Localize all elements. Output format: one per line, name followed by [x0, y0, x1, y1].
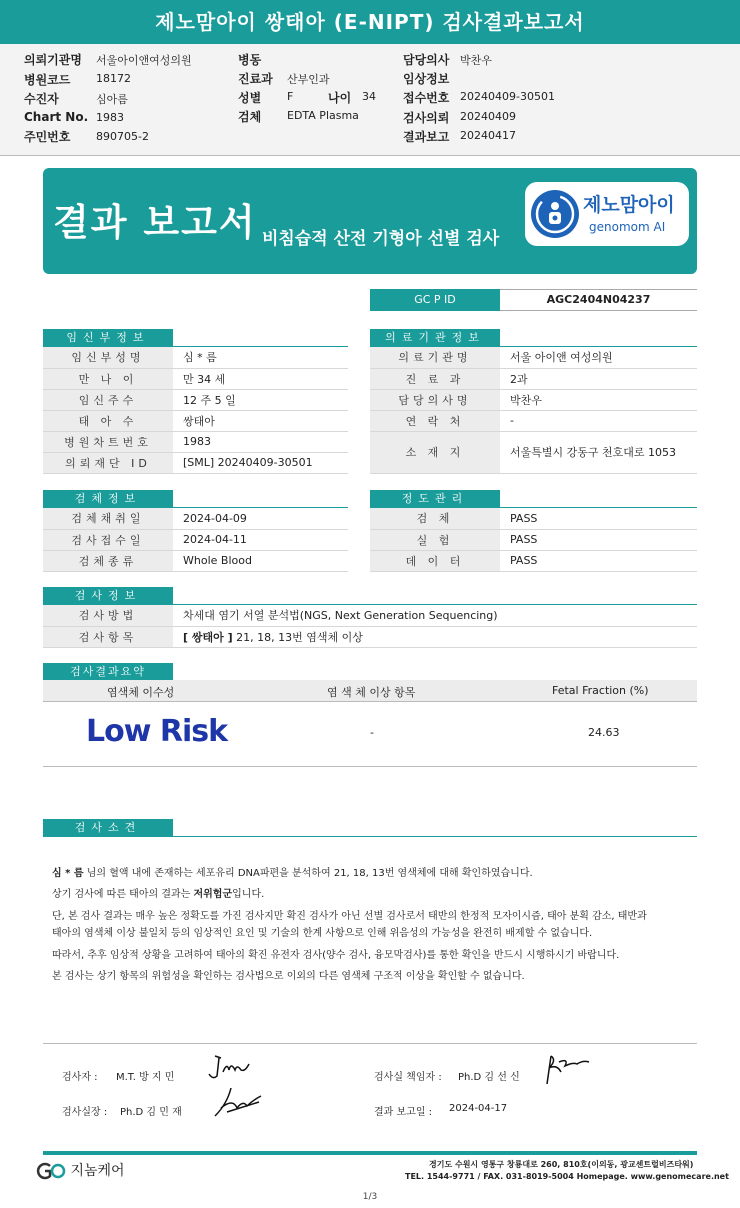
divider: [43, 1043, 697, 1044]
genomecare-mark-icon: [36, 1162, 66, 1180]
risk-group: 저위험군: [193, 889, 233, 900]
row-value: 서울 아이앤 여성의원: [500, 347, 697, 368]
comments-section: 검사소견: [43, 819, 173, 837]
test-item-text: 21, 18, 13번 염색체 이상: [232, 630, 363, 644]
patient-name-masked: 심 * 름: [52, 868, 84, 879]
lab-head-value: Ph.D 김 선 신: [458, 1072, 520, 1083]
table-row: [43, 347, 348, 368]
patient-value: 심아름: [96, 93, 128, 106]
result-banner: [43, 168, 697, 274]
lab-head-signature: [535, 1050, 593, 1090]
test-item-type: [ 쌍태아 ]: [183, 630, 233, 644]
table-row: [43, 508, 348, 529]
table-row: [43, 431, 348, 452]
hospital-label: 의뢰기관명: [24, 53, 82, 67]
table-row: [370, 347, 697, 368]
table-row: [370, 550, 697, 571]
lab-head-label: 검사실 책임자 :: [374, 1072, 442, 1083]
row-label: 병원차트번호: [43, 431, 173, 452]
dept-value: 산부인과: [287, 73, 330, 86]
test-method-value: 차세대 염기 서열 분석법(NGS, Next Generation Sequencing): [173, 605, 697, 626]
logo-text-ko: 제노맘아이: [583, 194, 675, 216]
institution-info-section: 의료기관정보: [370, 329, 500, 347]
row-value: 심 * 름: [173, 347, 348, 368]
director-value: Ph.D 김 민 재: [120, 1107, 182, 1118]
row-label: 데 이 터: [370, 550, 500, 571]
table-row: [370, 529, 697, 550]
row-value: 1983: [173, 431, 348, 452]
table-row: [43, 452, 348, 473]
col-fetal-fraction: Fetal Fraction (%): [552, 684, 649, 697]
clinical-label: 임상정보: [403, 72, 450, 86]
age-label: 나이: [328, 91, 352, 105]
table-row: [43, 389, 348, 410]
report-date-value: 20240417: [460, 129, 516, 142]
result-table-header: [43, 680, 697, 702]
reception-label: 접수번호: [403, 91, 450, 105]
footer-divider: [43, 1151, 697, 1155]
report-date-sig-label: 결과 보고일 :: [374, 1107, 433, 1118]
row-label: 연 락 처: [370, 410, 500, 431]
chart-label: Chart No.: [24, 110, 89, 124]
footer-address: [405, 1159, 729, 1183]
fetal-fraction-value: 24.63: [588, 726, 620, 739]
gcpid-label: GC P ID: [370, 289, 500, 311]
row-value: 서울특별시 강동구 천호대로 1053: [500, 431, 697, 473]
divider: [43, 836, 697, 837]
row-label: 임신주수: [43, 389, 173, 410]
genomom-logo: [525, 182, 689, 246]
row-value: 만 34 세: [173, 368, 348, 389]
comment-line-2: [52, 885, 264, 900]
table-row: [370, 410, 697, 431]
table-row: [43, 410, 348, 431]
qc-table: [370, 508, 697, 572]
row-value: Whole Blood: [173, 550, 348, 571]
row-label: 의뢰재단 ID: [43, 452, 173, 473]
director-signature: [207, 1082, 265, 1122]
row-value: 2과: [500, 368, 697, 389]
col-aneuploidy: 염색체 이수성: [107, 686, 175, 699]
rrn-label: 주민번호: [24, 130, 71, 144]
comment-text: 상기 검사에 따른 태아의 결과는: [52, 889, 194, 900]
banner-title: 결과 보고서: [53, 201, 257, 244]
row-label: 검체채취일: [43, 508, 173, 529]
result-summary-section: 검사결과요약: [43, 663, 173, 681]
row-value: [SML] 20240409-30501: [173, 452, 348, 473]
gcpid-value: AGC2404N04237: [500, 289, 697, 311]
test-info-section: 검사정보: [43, 587, 173, 605]
row-label: 소 재 지: [370, 431, 500, 473]
specimen-value: EDTA Plasma: [287, 109, 359, 122]
genomom-mark-icon: [531, 190, 579, 238]
pregnant-info-table: [43, 347, 348, 474]
row-label: 진 료 과: [370, 368, 500, 389]
row-value: 2024-04-09: [173, 508, 348, 529]
comment-text: 입니다.: [232, 889, 265, 900]
report-date-label: 결과보고: [403, 130, 450, 144]
tester-value: M.T. 방 지 민: [116, 1072, 175, 1083]
row-value: 12 주 5 일: [173, 389, 348, 410]
sample-info-section: 검체정보: [43, 490, 173, 508]
qc-section: 정도관리: [370, 490, 500, 508]
row-value: 쌍태아: [173, 410, 348, 431]
age-value: 34: [362, 90, 376, 103]
table-row: [43, 368, 348, 389]
row-label: 만 나 이: [43, 368, 173, 389]
row-label: 실 험: [370, 529, 500, 550]
test-item-label: 검사항목: [43, 626, 173, 647]
ward-label: 병동: [238, 53, 262, 67]
test-item-value: [173, 626, 697, 647]
comment-line-5: 따라서, 추후 임상적 상황을 고려하여 태아의 확진 유전자 검사(양수 검사, 융모막검사)를 통한 확인을 반드시 시행하시기 바랍니다.: [52, 950, 620, 961]
table-row: [43, 529, 348, 550]
doctor-value: 박찬우: [460, 54, 492, 67]
hospital-value: 서울아이앤여성의원: [96, 54, 192, 67]
hospital-code-label: 병원코드: [24, 73, 71, 87]
patient-label: 수진자: [24, 92, 59, 106]
footer-address-line-2: TEL. 1544-9771 / FAX. 031-8019-5004 Homepage. www.genomecare.net: [405, 1172, 729, 1181]
row-value: -: [500, 410, 697, 431]
request-value: 20240409: [460, 110, 516, 123]
report-date-sig-value: 2024-04-17: [449, 1103, 508, 1114]
hospital-code-value: 18172: [96, 72, 131, 85]
row-label: 의료기관명: [370, 347, 500, 368]
chart-value: 1983: [96, 111, 124, 124]
specimen-label: 검체: [238, 110, 262, 124]
sex-label: 성별: [238, 91, 262, 105]
table-row: [43, 550, 348, 571]
table-row: [370, 508, 697, 529]
footer-logo-text: 지놈케어: [70, 1163, 125, 1179]
table-row: [370, 389, 697, 410]
reception-value: 20240409-30501: [460, 90, 555, 103]
abnormal-items-value: -: [370, 726, 374, 739]
col-abnormal-items: 염 색 체 이상 항목: [327, 686, 416, 699]
row-value: PASS: [500, 529, 697, 550]
institution-info-table: [370, 347, 697, 474]
row-label: 검체종류: [43, 550, 173, 571]
rrn-value: 890705-2: [96, 130, 149, 143]
report-title: 제노맘아이 쌍태아 (E-NIPT) 검사결과보고서: [0, 0, 740, 44]
row-label: 담당의사명: [370, 389, 500, 410]
sex-value: F: [287, 90, 294, 103]
row-label: 검사접수일: [43, 529, 173, 550]
comment-text: 님의 혈액 내에 존재하는 세포유리 DNA파편을 분석하여 21, 18, 13번 염색체에 대해 확인하였습니다.: [83, 868, 533, 879]
row-label: 임신부성명: [43, 347, 173, 368]
comment-line-4: 태아의 염색체 이상 불일치 등의 임상적인 요인 및 기술의 한계 사항으로 인해 위음성의 가능성을 완전히 배제할 수 없습니다.: [52, 928, 593, 939]
request-info-panel: [0, 44, 740, 156]
row-value: PASS: [500, 508, 697, 529]
footer-address-line-1: 경기도 수원시 영통구 창룡대로 260, 810호(이의동, 광교센트럴비즈타워): [429, 1160, 694, 1169]
request-label: 검사의뢰: [403, 111, 450, 125]
row-value: 2024-04-11: [173, 529, 348, 550]
test-info-table: [43, 605, 697, 648]
row-value: 박찬우: [500, 389, 697, 410]
dept-label: 진료과: [238, 72, 273, 86]
table-row: [370, 431, 697, 473]
page-number: 1/3: [362, 1192, 378, 1202]
logo-text-en: genomom AI: [589, 220, 666, 234]
director-label: 검사실장 :: [62, 1107, 108, 1118]
comment-line-1: [52, 864, 533, 879]
pregnant-info-section: 임신부정보: [43, 329, 173, 347]
tester-label: 검사자 :: [62, 1072, 98, 1083]
row-label: 검 체: [370, 508, 500, 529]
genomecare-logo: [36, 1160, 125, 1180]
row-value: PASS: [500, 550, 697, 571]
row-label: 태 아 수: [43, 410, 173, 431]
doctor-label: 담당의사: [403, 53, 450, 67]
test-method-label: 검사방법: [43, 605, 173, 626]
comment-line-3: 단, 본 검사 결과는 매우 높은 정확도를 가진 검사지만 확진 검사가 아닌 선별 검사로서 태반의 한정적 모자이시즘, 태아 분획 감소, 태반과: [52, 911, 647, 922]
table-row: [370, 368, 697, 389]
banner-subtitle: 비침습적 산전 기형아 선별 검사: [262, 229, 500, 249]
aneuploidy-result: Low Risk: [86, 714, 228, 749]
tester-signature: [205, 1050, 255, 1084]
comment-line-6: 본 검사는 상기 항목의 위험성을 확인하는 검사법으로 이외의 다른 염색체 구조적 이상을 확인할 수 없습니다.: [52, 971, 525, 982]
divider: [43, 766, 697, 767]
sample-info-table: [43, 508, 348, 572]
